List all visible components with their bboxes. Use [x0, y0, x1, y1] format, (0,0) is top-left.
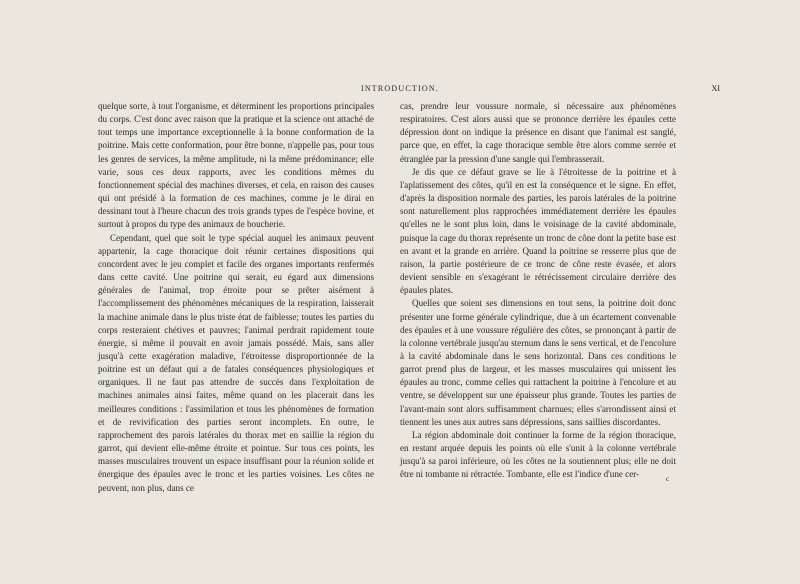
paragraph: quelque sorte, à tout l'organisme, et déterminent les proportions principales du corps. C'est donc avec raison que la pratique et la science ont attaché de tout temps une importance exceptionnelle à la bonne conformation de la poitrine. Mais cette conformation, pour être bonne, n'appelle pas, pour tous les genres de services, la même amplitude, ni la même prédominance; elle varie, sous ces deux rapports, avec les conditions mêmes du fonctionnement spécial des machines diverses, et cela, en raison des causes qui ont présidé à la formation de ces machines, comme je le dirai en dessinant tout à l'heure chacun des trois grands types de l'espèce bovine, et surtout à propos du type des animaux de boucherie.	[98, 101, 374, 230]
paragraph: cas, prendre leur voussure normale, si nécessaire aux phénomènes respiratoires. C'est alors aussi que se prononce derrière les épaules cette dépression dont on indique la présence en disant que l'animal est sanglé, parce que, en effet, la cage thoracique semble être alors comme serrée et étranglée par la pression d'une sangle qui l'embrasserait.	[400, 101, 676, 164]
paragraph: Je dis que ce défaut grave se lie à l'étroitesse de la poitrine et à l'aplatissement des côtes, qu'il en est la conséquence et le signe. En effet, d'après la disposition normale des parties, les parois latérales de la poitrine sont naturellement plus rapprochées immédiatement derrière les épaules qu'elles ne le sont plus loin, dans le voisinage de la cavité abdominale, puisque la cage du thorax représente un tronc de cône dont la petite base est en avant et la grande en arrière. Quand la poitrine se resserre plus que de raison, la partie postérieure de ce tronc de cône reste évasée, et alors devient sensible en s'exagérant le rétrécissement circulaire derrière des épaules plates.	[400, 166, 676, 296]
right-text-column	[400, 100, 676, 482]
printer-signature-mark: c	[666, 475, 670, 483]
paragraph: La région abdominale doit continuer la forme de la région thoracique, en restant arquée depuis les points où elle s'unit à la colonne vertébrale jusqu'à sa paroi inférieure, où les côtes ne la soutiennent plus; elle ne doit être ni tombante ni rétractée. Tombante, elle est l'indice d'une cer-	[400, 429, 676, 480]
left-text-column	[98, 100, 374, 495]
paragraph: Cependant, quel que soit le type spécial auquel les animaux peuvent appartenir, la cage thoracique doit réunir certaines dispositions qui concordent avec le jeu complet et facile des organes importants renfermés dans cette cavité. Une poitrine qui serait, eu égard aux dimensions générales de l'animal, trop étroite pour se prêter aisément à l'accomplissement des phénomènes mécaniques de la respiration, laisserait la machine animale dans le plus triste état de faiblesse; toutes les parties du corps resteraient chétives et pauvres; l'animal perdrait rapidement toute énergie, si même il pouvait en avoir jamais possédé. Mais, sans aller jusqu'à cette exagération maladive, l'étroitesse disproportionnée de la poitrine est un défaut qui a de fatales conséquences physiologiques et organiques. Il ne faut pas attendre de succès dans l'exploitation de machines animales ainsi faites, même quand on les placerait dans les meilleures conditions : l'assimilation et tous les phénomènes de formation et de revivification des parties seront incomplets. En outre, le rapprochement des parois latérales du thorax met en saillie la région du garrot, qui devient elle-même étroite et pointue. Sur tous ces points, les masses musculaires trouvent un espace insuffisant pour la réunion solide et énergique des épaules avec le tronc et les parties voisines. Les côtes ne peuvent, non plus, dans ce	[98, 232, 374, 493]
running-header-title: INTRODUCTION.	[360, 84, 440, 93]
page-number: XI	[711, 84, 720, 93]
paragraph: Quelles que soient ses dimensions en tout sens, la poitrine doit donc présenter une forme générale cylindrique, due à un écartement convenable des épaules et à une voussure régulière des côtes, se prononçant à partir de la colonne vertébrale jusqu'au sternum dans le sens vertical, et de l'encolure à la cavité abdominale dans le sens horizontal. Dans ces conditions le garrot prend plus de largeur, et les masses musculaires qui unissent les épaules au tronc, comme celles qui rattachent la poitrine à l'encolure et au ventre, se développent sur une épaisseur plus grande. Toutes les parties de l'avant-main sont alors suffisamment charnues; elles s'arrondissent ainsi et tiennent les unes aux autres sans dépressions, sans saillies discordantes.	[400, 298, 676, 427]
